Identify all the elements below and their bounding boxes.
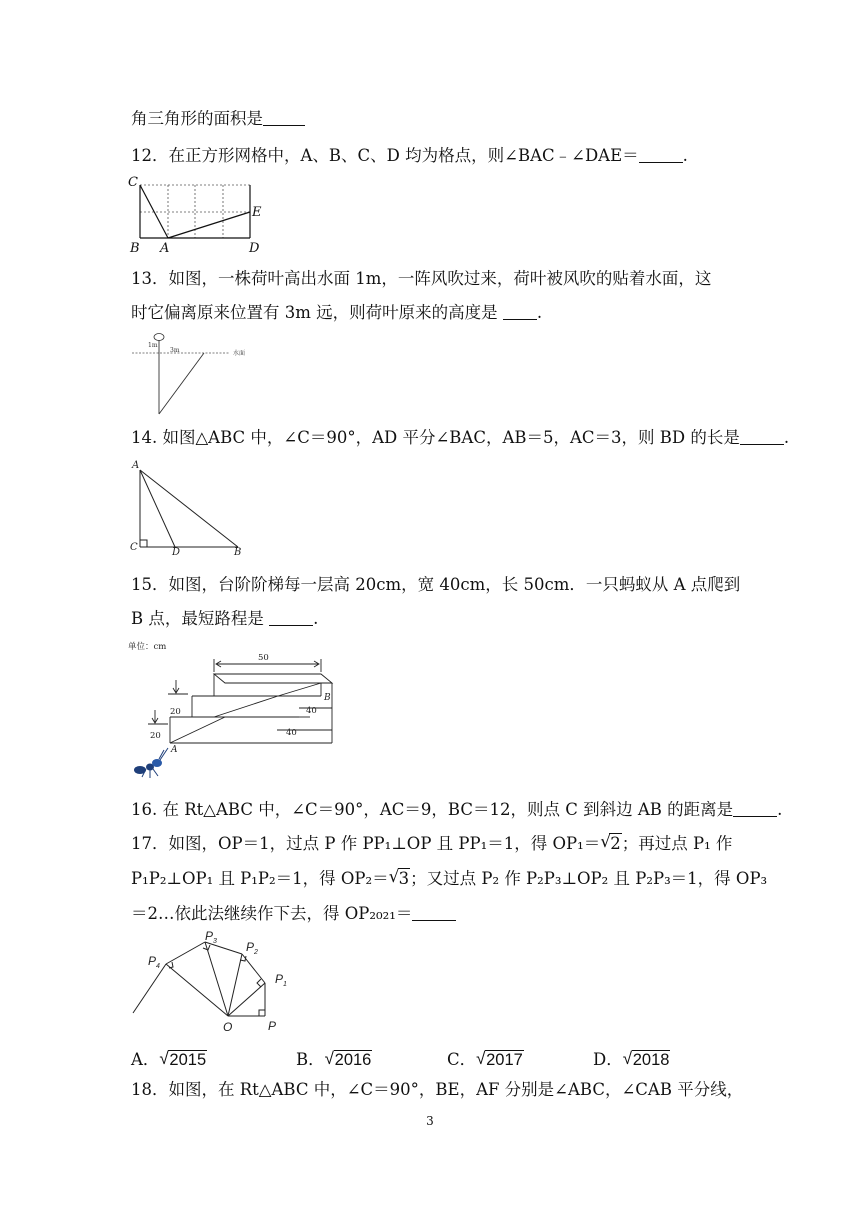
dim-50: 50 bbox=[258, 653, 269, 663]
q14-text: 14. 如图△ABC 中，∠C＝90°，AD 平分∠BAC，AB＝5，AC＝3，则 BD 的长是 bbox=[131, 428, 740, 447]
choice-A bbox=[131, 1046, 207, 1070]
segment-AE bbox=[168, 212, 250, 238]
label-E: E bbox=[252, 205, 262, 220]
label-A: A bbox=[160, 241, 170, 256]
q13-text-a: 13．如图，一株荷叶高出水面 1m，一阵风吹过来，荷叶被风吹的贴着水面，这 bbox=[131, 269, 712, 288]
question-17-line-2 bbox=[131, 868, 767, 890]
sqrt-2 bbox=[600, 833, 622, 855]
label-B: B bbox=[234, 547, 242, 558]
unit-label: 单位：cm bbox=[128, 642, 167, 652]
choice-D bbox=[593, 1046, 670, 1070]
figure-17-spiral bbox=[128, 928, 303, 1038]
q14-period: . bbox=[783, 428, 790, 447]
question-13-line-2 bbox=[131, 302, 542, 324]
answer-blank bbox=[740, 428, 784, 445]
question-12 bbox=[131, 145, 688, 167]
label-water: 水面 bbox=[233, 350, 246, 357]
answer-blank bbox=[503, 303, 537, 320]
label-C: C bbox=[128, 175, 138, 190]
choice-A-sqrt bbox=[159, 1051, 207, 1070]
figure-14-triangle bbox=[128, 458, 258, 558]
q16-period: . bbox=[777, 800, 783, 819]
sqrt-2-value: 2 bbox=[610, 834, 621, 853]
label-C: C bbox=[130, 542, 138, 553]
q12-text: 12．在正方形网格中，A、B、C、D 均为格点，则∠BAC﹣∠DAE＝ bbox=[131, 146, 639, 165]
choice-D-value: 2018 bbox=[632, 1051, 670, 1069]
question-14 bbox=[131, 427, 789, 449]
q11-text: 角三角形的面积是 bbox=[131, 109, 263, 128]
label-D: D bbox=[172, 547, 181, 558]
dim-40-top: 40 bbox=[306, 706, 317, 716]
q13-period: . bbox=[536, 303, 543, 322]
choice-D-letter: D． bbox=[593, 1050, 623, 1069]
q17-text-b1: P₁P₂⊥OP₁ 且 P₁P₂＝1，得 OP₂＝ bbox=[131, 869, 389, 888]
question-16 bbox=[131, 799, 782, 821]
q15-text-b: B 点，最短路程是 bbox=[131, 609, 270, 628]
choice-D-sqrt bbox=[623, 1051, 671, 1070]
q13-text-b: 时它偏离原来位置有 3m 远，则荷叶原来的高度是 bbox=[131, 303, 503, 322]
q17-text-c: ＝2…依此法继续作下去，得 OP₂₀₂₁＝ bbox=[131, 904, 413, 923]
choice-B bbox=[296, 1046, 372, 1070]
question-13-line-1 bbox=[131, 268, 711, 290]
label-P1-sub: 1 bbox=[283, 981, 287, 988]
choice-B-sqrt bbox=[325, 1051, 373, 1070]
page-number: 3 bbox=[426, 1114, 434, 1128]
label-O: O bbox=[223, 1020, 233, 1034]
dim-20-bottom: 20 bbox=[150, 731, 161, 741]
q17-text-b3: ；又过点 P₂ 作 P₂P₃⊥OP₂ 且 P₂P₃＝1，得 OP₃ bbox=[410, 869, 768, 888]
dim-20-top: 20 bbox=[170, 707, 181, 717]
question-18 bbox=[131, 1079, 743, 1101]
label-P3: P bbox=[205, 929, 214, 943]
choice-B-value: 2016 bbox=[334, 1051, 372, 1069]
answer-blank bbox=[412, 904, 456, 921]
q17-text-a3: ；再过点 P₁ 作 bbox=[621, 834, 733, 853]
label-1m: 1m bbox=[148, 342, 158, 349]
question-17-line-1 bbox=[131, 833, 732, 855]
label-A: A bbox=[132, 460, 140, 471]
label-P2-sub: 2 bbox=[254, 949, 258, 956]
label-A: A bbox=[171, 745, 178, 755]
figure-15-stairs bbox=[128, 638, 358, 783]
choice-A-letter: A． bbox=[131, 1050, 160, 1069]
q18-text: 18．如图，在 Rt△ABC 中，∠C＝90°，BE，AF 分别是∠ABC，∠CAB 平分线， bbox=[131, 1080, 744, 1099]
label-B: B bbox=[130, 241, 140, 256]
label-D: D bbox=[249, 241, 260, 256]
answer-blank bbox=[263, 109, 305, 126]
label-B: B bbox=[324, 693, 331, 703]
figure-13-lotus bbox=[130, 330, 260, 420]
answer-blank bbox=[269, 609, 313, 626]
figure-12-grid bbox=[128, 174, 268, 254]
question-17-line-3 bbox=[131, 903, 456, 925]
label-P: P bbox=[268, 1019, 277, 1033]
choice-C bbox=[447, 1046, 524, 1070]
question-15-line-1 bbox=[131, 574, 740, 596]
q15-period: . bbox=[313, 609, 319, 628]
ant-icon bbox=[134, 748, 168, 778]
label-P2: P bbox=[246, 940, 255, 954]
choice-C-letter: C． bbox=[447, 1050, 477, 1069]
choice-A-value: 2015 bbox=[169, 1051, 207, 1069]
q15-text-a: 15．如图，台阶阶梯每一层高 20cm，宽 40cm，长 50cm．一只蚂蚁从 A 点爬到 bbox=[131, 575, 741, 594]
answer-blank bbox=[639, 146, 683, 163]
choice-C-value: 2017 bbox=[486, 1051, 523, 1069]
segment-CA bbox=[140, 185, 168, 238]
question-15-line-2 bbox=[131, 608, 318, 630]
q16-text: 16. 在 Rt△ABC 中，∠C＝90°，AC＝9，BC＝12，则点 C 到斜边 AB 的距离是 bbox=[131, 800, 734, 819]
label-P3-sub: 3 bbox=[213, 938, 217, 945]
q17-text-a1: 17．如图，OP＝1，过点 P 作 PP₁⊥OP 且 PP₁＝1，得 OP₁＝ bbox=[131, 834, 601, 853]
q11-continuation bbox=[131, 108, 305, 130]
sqrt-3 bbox=[389, 868, 411, 890]
q12-period: . bbox=[682, 146, 688, 165]
answer-blank bbox=[733, 800, 777, 817]
choice-B-letter: B． bbox=[296, 1050, 325, 1069]
label-P1: P bbox=[275, 972, 284, 986]
lotus-leaf-icon bbox=[154, 334, 164, 341]
label-P4-sub: 4 bbox=[156, 963, 160, 970]
sqrt-3-value: 3 bbox=[398, 869, 410, 888]
label-3m: 3m bbox=[170, 347, 180, 354]
dim-40-bottom: 40 bbox=[286, 728, 297, 738]
label-P4: P bbox=[148, 954, 157, 968]
choice-C-sqrt bbox=[476, 1051, 524, 1070]
